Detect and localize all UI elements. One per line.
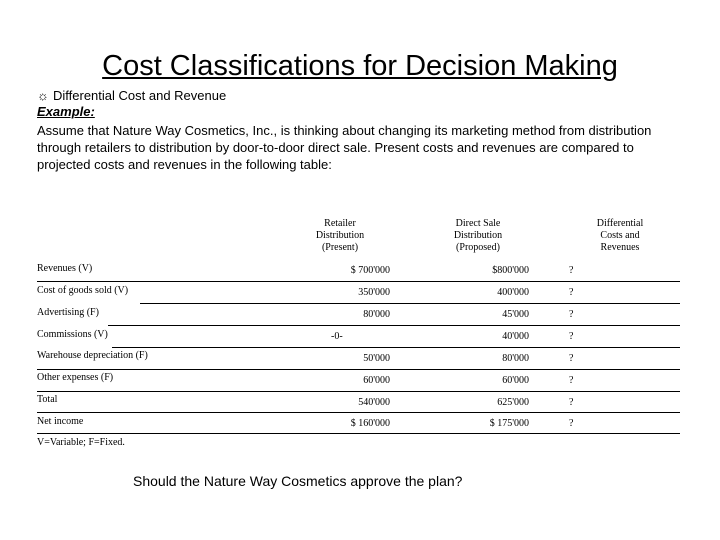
- differential-value: ?: [569, 353, 574, 364]
- differential-value: ?: [569, 309, 574, 320]
- present-value: 350'000: [358, 287, 390, 298]
- column-header-line: Differential: [596, 218, 644, 229]
- present-value: $ 700'000: [350, 265, 390, 276]
- row-divider: [37, 412, 680, 413]
- row-divider: [37, 433, 680, 434]
- column-header-line: Direct Sale: [455, 218, 501, 229]
- differential-value: ?: [569, 265, 574, 276]
- row-label: Net income: [37, 416, 84, 427]
- bullet-heading: [37, 88, 226, 103]
- column-header-line: (Proposed): [456, 242, 500, 253]
- proposed-value: 40'000: [502, 331, 529, 342]
- differential-value: ?: [569, 331, 574, 342]
- row-label: Commissions (V): [37, 329, 108, 340]
- differential-value: ?: [569, 375, 574, 386]
- row-divider: [108, 325, 680, 326]
- row-label: Revenues (V): [37, 263, 93, 274]
- row-divider: [140, 303, 680, 304]
- proposed-value: $ 175'000: [489, 418, 529, 429]
- present-value: 60'000: [363, 375, 390, 386]
- proposed-value: 400'000: [497, 287, 529, 298]
- column-header-line: Retailer: [324, 218, 356, 229]
- differential-value: ?: [569, 287, 574, 298]
- question-text: Should the Nature Way Cosmetics approve the plan?: [133, 473, 463, 489]
- row-label: Other expenses (F): [37, 372, 114, 383]
- present-value: 540'000: [358, 397, 390, 408]
- proposed-value: $800'000: [492, 265, 529, 276]
- example-label: Example:: [37, 104, 95, 119]
- present-value: 80'000: [363, 309, 390, 320]
- row-label: Warehouse depreciation (F): [37, 350, 148, 361]
- row-divider: [37, 369, 680, 370]
- differential-value: ?: [569, 397, 574, 408]
- column-header-line: Revenues: [600, 242, 640, 253]
- proposed-value: 80'000: [502, 353, 529, 364]
- row-divider: [112, 347, 680, 348]
- legend-note: V=Variable; F=Fixed.: [37, 437, 125, 448]
- sun-icon: ☼: [37, 88, 49, 103]
- column-header-line: Costs and: [600, 230, 640, 241]
- row-divider: [37, 391, 680, 392]
- intro-paragraph: Assume that Nature Way Cosmetics, Inc., is thinking about changing its marketing method from distribution through retailers to distribution by door-to-door direct sale. Present costs and revenues are compared to projected costs and revenues in the following table:: [37, 123, 652, 172]
- proposed-value: 625'000: [497, 397, 529, 408]
- row-label: Advertising (F): [37, 307, 99, 318]
- present-value: 50'000: [363, 353, 390, 364]
- column-header-line: (Present): [321, 242, 359, 253]
- row-divider: [37, 281, 680, 282]
- column-header-present: [300, 218, 380, 254]
- row-label: Cost of goods sold (V): [37, 285, 129, 296]
- present-value: -0-: [331, 331, 343, 342]
- present-value: $ 160'000: [350, 418, 390, 429]
- slide-title: Cost Classifications for Decision Making: [102, 50, 618, 82]
- column-header-proposed: [438, 218, 518, 254]
- column-header-line: Distribution: [453, 230, 503, 241]
- row-label: Total: [37, 394, 58, 405]
- column-header-differential: [580, 218, 660, 254]
- proposed-value: 60'000: [502, 375, 529, 386]
- differential-value: ?: [569, 418, 574, 429]
- bullet-text: Differential Cost and Revenue: [53, 88, 227, 103]
- column-header-line: Distribution: [315, 230, 365, 241]
- proposed-value: 45'000: [502, 309, 529, 320]
